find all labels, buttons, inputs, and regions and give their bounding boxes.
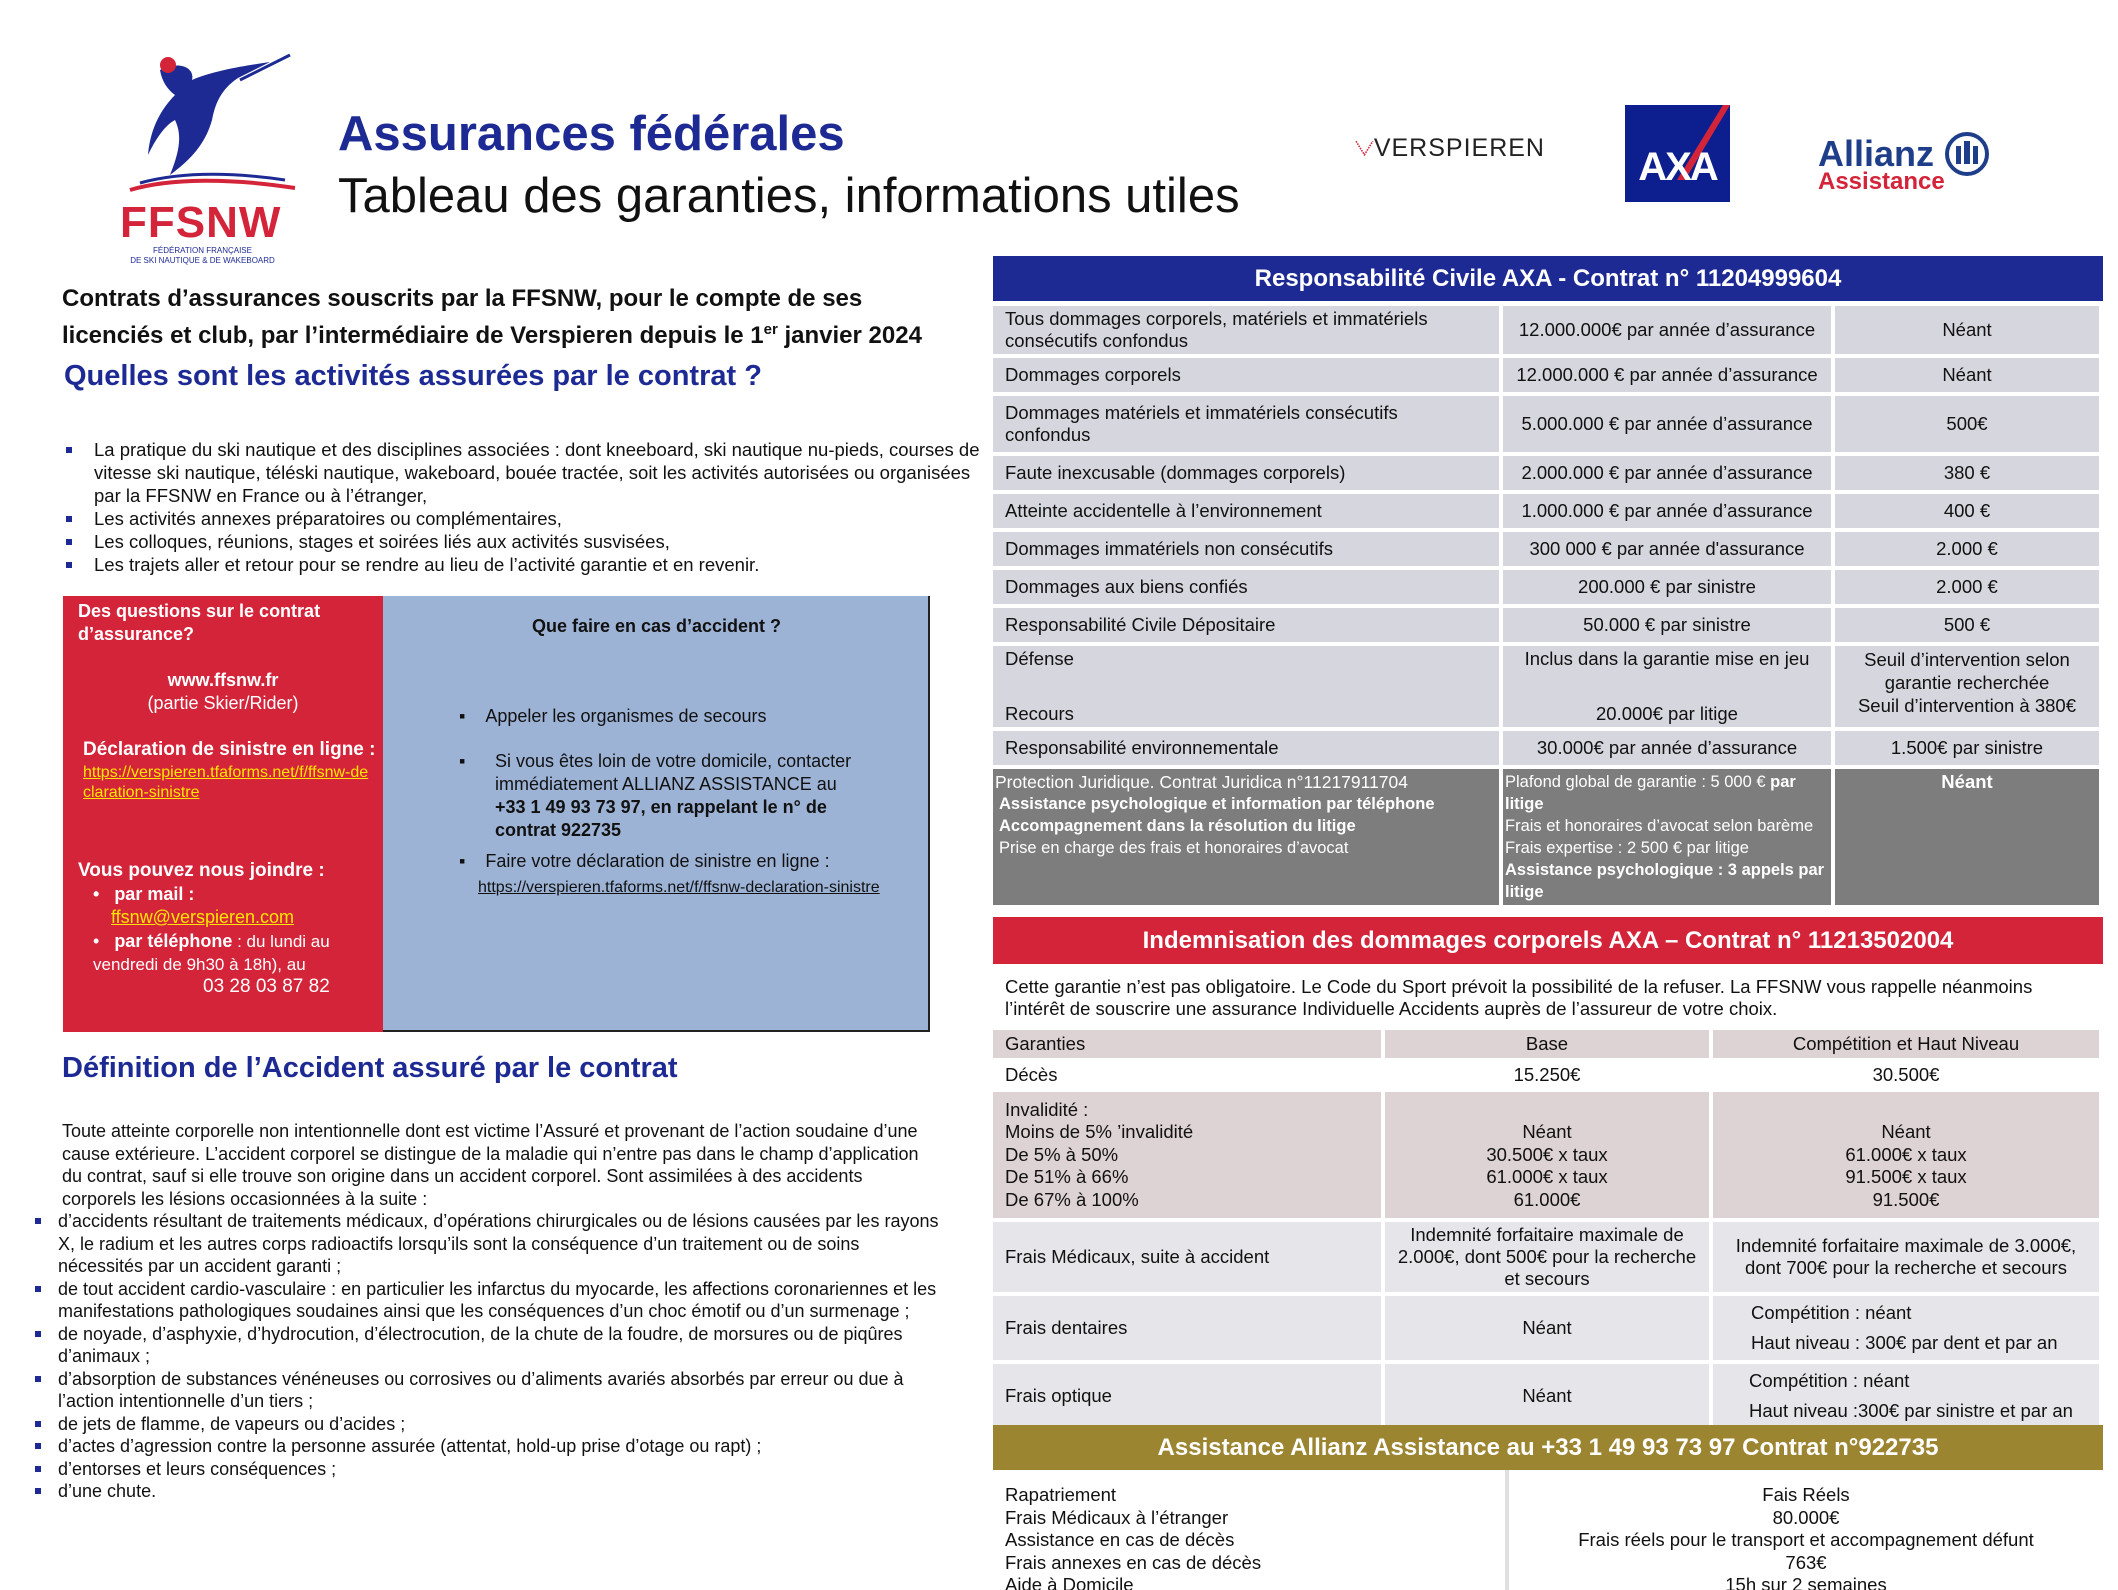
activities-list [64,438,984,576]
table-row: Dommages immatériels non consécutifs 300 000 € par année d'assurance 2.000 € [993,532,2103,570]
list-item: de jets de flamme, de vapeurs ou d’acides ; [35,1413,940,1436]
list-item: d’entorses et leurs conséquences ; [35,1458,940,1481]
ffsnw-logo [120,50,305,265]
list-item: d’une chute. [35,1480,940,1503]
rc-title-bar: Responsabilité Civile AXA - Contrat n° 11204999604 [993,256,2103,301]
website-link[interactable]: www.ffsnw.fr [167,670,279,690]
mail-link[interactable]: ffsnw@verspieren.com [111,907,295,927]
list-item: La pratique du ski nautique et des disciplines associées : dont kneeboard, ski nautique nu-pieds, courses de vitesse ski nautique, téléski nautique, wakeboard, bouée tractée, soit les activités autorisées ou organisées par la FFSNW en France ou à l’étranger, [64,438,984,507]
declaration-link[interactable]: https://verspieren.tfaforms.net/f/ffsnw-declaration-sinistre [478,879,880,896]
page-subtitle: Tableau des garanties, informations utiles [338,169,1240,223]
verspieren-mark-icon [1355,133,1374,163]
accident-item: ▪ Si vous êtes loin de votre domicile, contacter immédiatement ALLIANZ ASSISTANCE au +33 1 49 93 73 97, en rappelant le n° de contrat 922735 [459,751,852,840]
accident-title: Que faire en cas d’accident ? [531,616,782,636]
definition-heading: Définition de l’Accident assuré par le contrat [62,1052,678,1084]
table-row: Dommages corporels 12.000.000 € par année d’assurance Néant [993,358,2103,396]
list-item: d’accidents résultant de traitements médicaux, d’opérations chirurgicales ou de lésions causées par les rayons X, le radium et les autres corps radioactifs lorsqu’ils sont la conséquence d’un traitement ou de soins nécessités par un accident garanti ; [35,1210,940,1278]
accident-box [383,596,930,1032]
questions-title: Des questions sur le contrat d’assurance? [78,601,321,644]
axa-logo: AXA [1625,105,1730,202]
intro-text: Contrats d’assurances souscrits par la FFSNW, pour le compte de ses licenciés et club, par l’intermédiaire de Verspieren depuis le 1er janvier 2024 [62,285,922,349]
assistance-values: Fais Réels 80.000€ Frais réels pour le transport et accompagnement défunt 763€ 15h sur 2 semaines [1578,1484,2034,1590]
table-row: Responsabilité environnementale 30.000€ par année d’assurance 1.500€ par sinistre [993,731,2103,769]
list-item: Les activités annexes préparatoires ou complémentaires, [64,507,984,530]
table-row: Dommages aux biens confiés 200.000 € par sinistre 2.000 € [993,570,2103,608]
table-row: Frais optique Néant Compétition : néant Haut niveau :300€ par sinistre et par an [993,1364,2103,1432]
table-row: Tous dommages corporels, matériels et immatériels consécutifs confondus 12.000.000€ par année d’assurance Néant [993,306,2103,358]
list-item: Les colloques, réunions, stages et soirées liés aux activités susvisées, [64,530,984,553]
accident-item: ▪ Faire votre déclaration de sinistre en ligne : [459,851,830,871]
table-row: Responsabilité Civile Dépositaire 50.000 € par sinistre 500 € [993,608,2103,646]
phone-info: • par téléphone : du lundi au vendredi de 9h30 à 18h), au [93,931,330,974]
rc-table [993,306,2103,909]
definition-list [35,1210,940,1503]
claim-link[interactable]: https://verspieren.tfaforms.net/f/ffsnw-declaration-sinistre [83,764,369,801]
table-row-protection-juridique: Protection Juridique. Contrat Juridica n°11217911704 Assistance psychologique et information par téléphone Accompagnement dans la résolution du litige Prise en charge des frais et honoraires d’avocat Plafond global de garantie : 5 000 € par litige Frais et honoraires d’avocat selon barème Frais expertise : 2 500 € par litige Assistance psychologique : 3 appels par litige Néant [993,769,2103,909]
list-item: de noyade, d’asphyxie, d’hydrocution, d’électrocution, de la chute de la foudre, de morsures ou de piqûres d’animaux ; [35,1323,940,1368]
skier-logo-icon [120,50,305,195]
table-row-defense: Défense Recours Inclus dans la garantie mise en jeu 20.000€ par litige Seuil d’intervention selon garantie recherchée Seuil d’intervention à 380€ [993,646,2103,731]
definition-text: Toute atteinte corporelle non intentionnelle dont est victime l’Assuré et provenant de l’action soudaine d’une cause extérieure. L’accident corporel se distingue de la maladie qui n’entre pas dans le champ d’application du contrat, sauf si elle trouve son origine dans un accident corporel. Sont assimilées à des accidents corporels les lésions occasionnées à la suite : [62,1121,919,1209]
table-row: Invalidité : Moins de 5% ’invalidité De 5% à 50% De 51% à 66% De 67% à 100% Néant 30.500€ x taux 61.000€ x taux 61.000€ Néant 61.000€ x taux 91.500€ x taux 91.500€ [993,1092,2103,1222]
table-row: Dommages matériels et immatériels consécutifs confondus 5.000.000 € par année d’assurance 500€ [993,396,2103,456]
table-row: Frais dentaires Néant Compétition : néant Haut niveau : 300€ par dent et par an [993,1296,2103,1364]
indemnisation-title-bar: Indemnisation des dommages corporels AXA – Contrat n° 11213502004 [993,917,2103,964]
indemnisation-table [993,1030,2103,1432]
table-row: Atteinte accidentelle à l’environnement 1.000.000 € par année d’assurance 400 € [993,494,2103,532]
join-title: Vous pouvez nous joindre : [78,860,325,881]
page-title: Assurances fédérales [338,107,845,161]
table-row: Décès 15.250€ 30.500€ [993,1062,2103,1092]
allianz-logo: Allianz Assistance [1818,132,2028,192]
activities-heading: Quelles sont les activités assurées par le contrat ? [64,360,762,392]
assistance-table [993,1470,2103,1590]
logo-subtext: FÉDÉRATION FRANÇAISE DE SKI NAUTIQUE & DE WAKEBOARD [130,246,275,265]
website-note: (partie Skier/Rider) [147,693,299,713]
table-row: Frais Médicaux, suite à accident Indemnité forfaitaire maximale de 2.000€, dont 500€ pour la recherche et secours Indemnité forfaitaire maximale de 3.000€, dont 700€ pour la recherche et secours [993,1222,2103,1296]
assistance-title-bar: Assistance Allianz Assistance au +33 1 49 93 73 97 Contrat n°922735 [993,1425,2103,1470]
list-item: d’actes d’agression contre la personne assurée (attentat, hold-up prise d’otage ou rapt) ; [35,1435,940,1458]
list-item: d’absorption de substances vénéneuses ou corrosives ou d’aliments avariés absorbés par erreur ou due à l’action intentionnelle d’un tiers ; [35,1368,940,1413]
mail-label: • par mail : [93,884,195,904]
claim-title: Déclaration de sinistre en ligne : [83,739,376,760]
verspieren-logo: VERSPIEREN [1355,128,1545,168]
assistance-labels: Rapatriement Frais Médicaux à l’étranger Assistance en cas de décès Frais annexes en cas de décès Aide à Domicile [1005,1484,1262,1590]
accident-item: ▪ Appeler les organismes de secours [459,706,767,726]
logo-text: FFSNW [120,198,282,247]
list-item: Les trajets aller et retour pour se rendre au lieu de l’activité garantie et en revenir. [64,553,984,576]
questions-box [63,596,383,1032]
indemnisation-note: Cette garantie n’est pas obligatoire. Le Code du Sport prévoit la possibilité de la refuser. La FFSNW vous rappelle néanmoins l’intérêt de souscrire une assurance Individuelle Accidents auprès de l’assureur de votre choix. [993,964,2103,1026]
phone-number[interactable]: 03 28 03 87 82 [203,976,330,997]
table-row: Faute inexcusable (dommages corporels) 2.000.000 € par année d’assurance 380 € [993,456,2103,494]
table-header-row: Garanties Base Compétition et Haut Niveau [993,1030,2103,1062]
list-item: de tout accident cardio-vasculaire : en particulier les infarctus du myocarde, les affections coronariennes et les manifestations pathologiques soudaines ainsi que les conséquences d’un choc émotif ou d’un surmenage ; [35,1278,940,1323]
allianz-eagle-icon [1942,132,1992,176]
